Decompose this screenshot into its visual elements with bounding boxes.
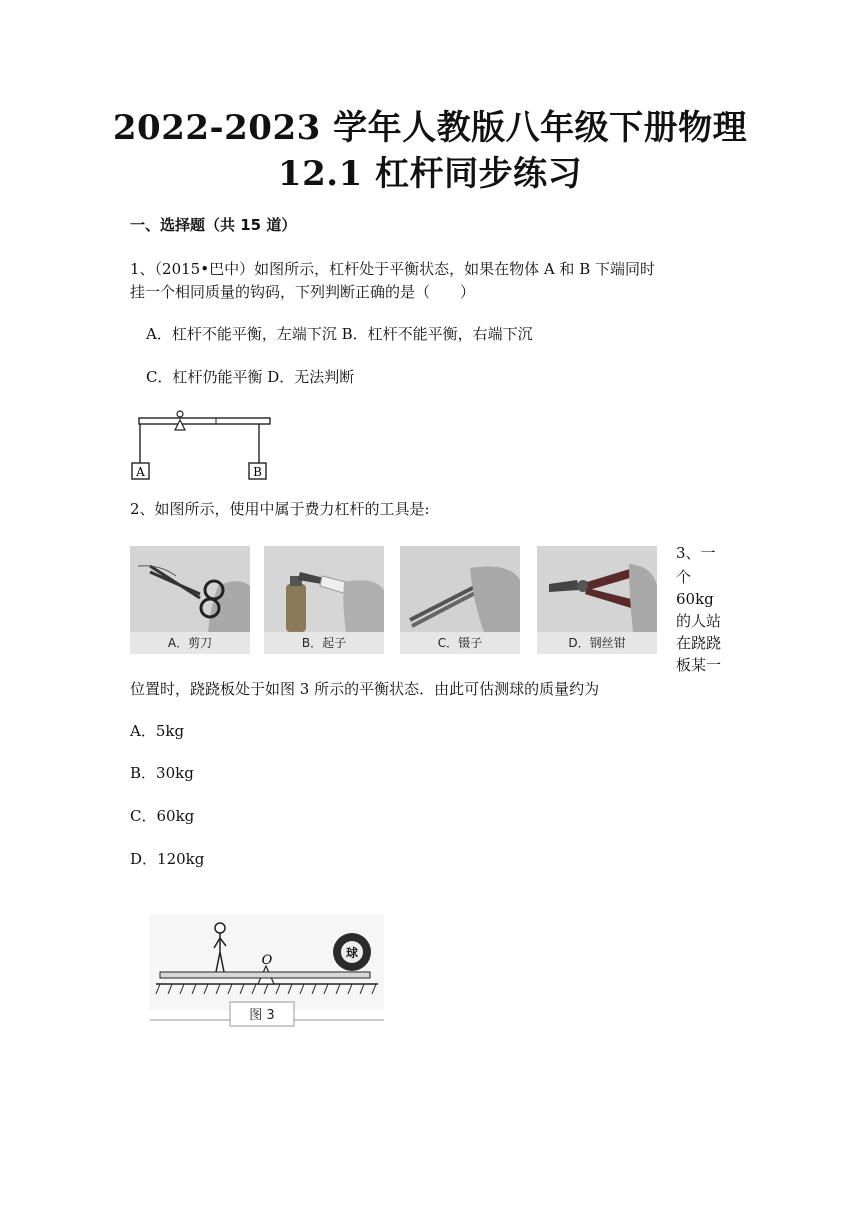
page-title-line1: 2022-2023 学年人教版八年级下册物理 bbox=[112, 108, 748, 148]
photo-caption-b: B．起子 bbox=[301, 636, 347, 650]
q1-options-line1: A．杠杆不能平衡，左端下沉 B．杠杆不能平衡，右端下沉 bbox=[146, 325, 533, 343]
seesaw-board bbox=[160, 972, 370, 978]
q1-options-line2: C．杠杆仍能平衡 D．无法判断 bbox=[146, 368, 355, 386]
q3-option-c: C．60kg bbox=[130, 807, 195, 825]
q3-option-d: D．120kg bbox=[130, 850, 205, 868]
pliers-icon bbox=[537, 546, 657, 632]
tweezers-icon bbox=[400, 546, 520, 632]
scissors-icon bbox=[130, 546, 250, 632]
q3-text: 位置时，跷跷板处于如图 3 所示的平衡状态．由此可估测球的质量约为 bbox=[130, 680, 600, 698]
q1-lever-figure bbox=[128, 408, 278, 482]
q3-option-b: B．30kg bbox=[130, 764, 194, 782]
photo-bottle-opener bbox=[264, 546, 384, 654]
q3-side-line-3: 60kg bbox=[676, 590, 714, 608]
q2-text: 2、如图所示，使用中属于费力杠杆的工具是: bbox=[130, 500, 430, 518]
figure-caption: 图 3 bbox=[249, 1008, 275, 1023]
page-title-line2: 12.1 杠杆同步练习 bbox=[277, 154, 583, 194]
photo-tweezers bbox=[400, 546, 520, 654]
photo-pliers bbox=[537, 546, 657, 654]
q3-side-line-6: 板某一 bbox=[676, 656, 722, 674]
photo-caption-c: C．镊子 bbox=[437, 636, 483, 650]
lever-beam bbox=[139, 418, 270, 424]
section-heading: 一、选择题（共 15 道） bbox=[130, 216, 297, 234]
label-b: B bbox=[253, 465, 262, 479]
q3-option-a: A．5kg bbox=[130, 722, 185, 740]
pivot-ring-icon bbox=[177, 411, 183, 417]
q3-side-line-5: 在跷跷 bbox=[676, 634, 722, 652]
label-a: A bbox=[136, 465, 145, 479]
photo-caption-d: D．钢丝钳 bbox=[568, 636, 626, 650]
photo-scissors bbox=[130, 546, 250, 654]
ball-label: 球 bbox=[345, 946, 359, 960]
q3-seesaw-figure bbox=[150, 914, 384, 1030]
q3-side-line-4: 的人站 bbox=[676, 612, 722, 630]
photo-caption-a: A．剪刀 bbox=[167, 636, 213, 650]
pivot-label: O bbox=[261, 953, 273, 968]
q1-text-line1: 1、（2015•巴中）如图所示，杠杆处于平衡状态，如果在物体 A 和 B 下端同时 bbox=[130, 260, 655, 278]
bottle-opener-icon bbox=[264, 546, 384, 632]
q3-side-line-1: 3、一 bbox=[676, 544, 716, 562]
q1-text-line2: 挂一个相同质量的钩码，下列判断正确的是（ ） bbox=[130, 283, 476, 301]
q3-side-line-2: 个 bbox=[676, 568, 692, 586]
